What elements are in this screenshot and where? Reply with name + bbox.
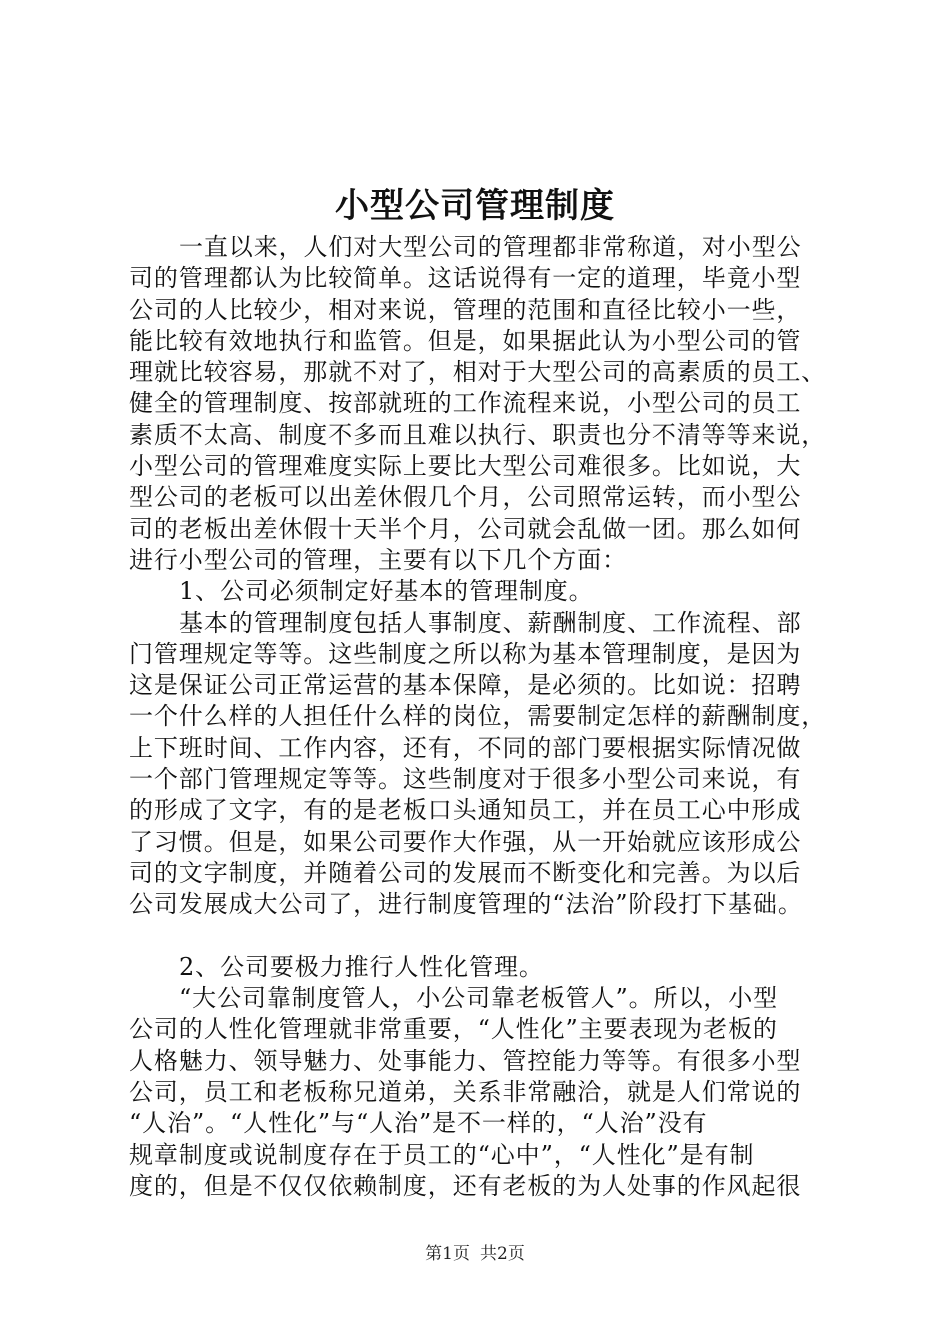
text-line: 司的管理都认为比较简单。这话说得有一定的道理，毕竟小型 (129, 264, 802, 293)
text-line: 司的老板出差休假十天半个月，公司就会乱做一团。那么如何 (129, 514, 802, 543)
document-body (129, 232, 851, 1202)
text-line: 小型公司的管理难度实际上要比大型公司难很多。比如说，大 (129, 452, 802, 481)
text-line: 基本的管理制度包括人事制度、薪酬制度、工作流程、部 (179, 608, 802, 637)
page-number: 第1页 (425, 1244, 470, 1264)
text-line: “大公司靠制度管人，小公司靠老板管人”。所以，小型 (179, 984, 779, 1013)
text-line: 了习惯。但是，如果公司要作大作强，从一开始就应该形成公 (129, 827, 802, 856)
document-title: 小型公司管理制度 (335, 186, 615, 226)
text-line: 公司的人性化管理就非常重要，“人性化”主要表现为老板的 (129, 1015, 778, 1044)
text-line: 一个部门管理规定等等。这些制度对于很多小型公司来说，有 (129, 765, 802, 794)
text-line: 公司，员工和老板称兄道弟，关系非常融洽，就是人们常说的 (129, 1078, 802, 1107)
section-heading: 2、公司要极力推行人性化管理。 (179, 952, 544, 981)
text-line: 理就比较容易，那就不对了，相对于大型公司的高素质的员工、 (129, 358, 827, 387)
text-line: 一个什么样的人担任什么样的岗位，需要制定怎样的薪酬制度， (129, 702, 827, 731)
text-line: 度的，但是不仅仅依赖制度，还有老板的为人处事的作风起很 (129, 1171, 802, 1200)
text-line: 人格魅力、领导魅力、处事能力、管控能力等等。有很多小型 (129, 1046, 802, 1075)
text-line: “人治”。“人性化”与“人治”是不一样的，“人治”没有 (129, 1109, 708, 1138)
text-line: 的形成了文字，有的是老板口头通知员工，并在员工心中形成 (129, 796, 802, 825)
page-total: 共2页 (480, 1244, 525, 1264)
paragraph-spacer (129, 921, 851, 952)
text-line: 公司的人比较少，相对来说，管理的范围和直径比较小一些， (129, 295, 802, 324)
text-line: 规章制度或说制度存在于员工的“心中”，“人性化”是有制 (129, 1140, 755, 1169)
text-line: 健全的管理制度、按部就班的工作流程来说，小型公司的员工 (129, 389, 802, 418)
text-line: 门管理规定等等。这些制度之所以称为基本管理制度，是因为 (129, 639, 802, 668)
text-line: 型公司的老板可以出差休假几个月，公司照常运转，而小型公 (129, 483, 802, 512)
section-heading: 1、公司必须制定好基本的管理制度。 (179, 577, 594, 606)
text-line: 能比较有效地执行和监管。但是，如果据此认为小型公司的管 (129, 326, 802, 355)
text-line: 司的文字制度，并随着公司的发展而不断变化和完善。为以后 (129, 858, 802, 887)
text-line: 一直以来，人们对大型公司的管理都非常称道，对小型公 (179, 233, 802, 261)
text-line: 上下班时间、工作内容，还有，不同的部门要根据实际情况做 (129, 733, 802, 762)
page-footer (0, 1242, 950, 1266)
text-line: 公司发展成大公司了，进行制度管理的“法治”阶段打下基础。 (129, 890, 803, 919)
text-line: 进行小型公司的管理，主要有以下几个方面： (129, 545, 627, 574)
text-line: 这是保证公司正常运营的基本保障，是必须的。比如说：招聘 (129, 671, 802, 700)
text-line: 素质不太高、制度不多而且难以执行、职责也分不清等等来说， (129, 420, 827, 449)
